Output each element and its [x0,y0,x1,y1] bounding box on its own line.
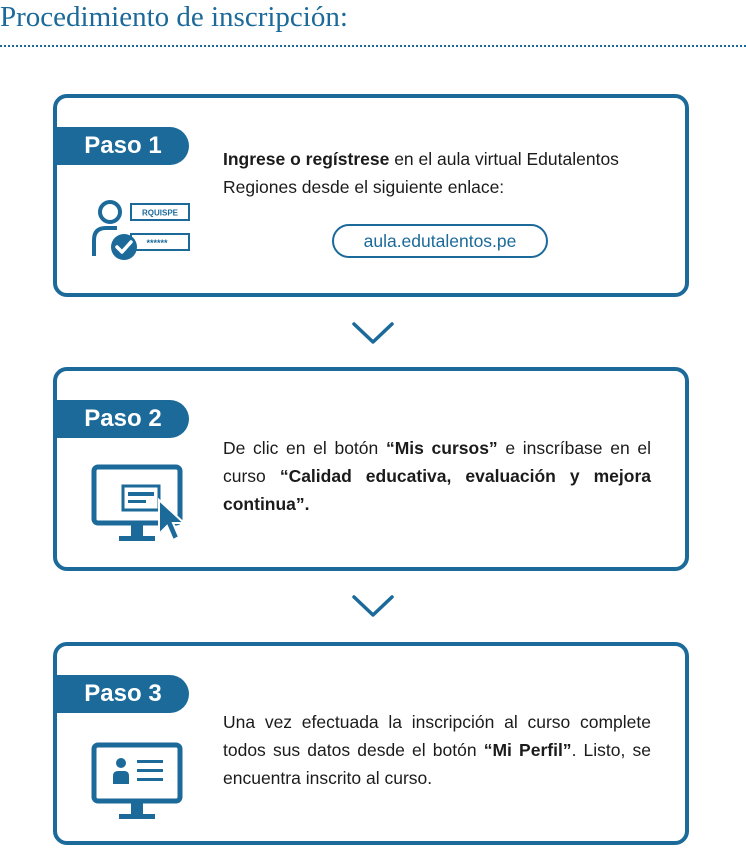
monitor-profile-icon [91,742,187,826]
dotted-divider [0,45,746,47]
step-tab-3: Paso 3 [53,675,189,713]
page-title: Procedimiento de inscripción: [0,1,348,33]
monitor-cursor-icon [91,464,191,548]
step-card-3 [53,642,689,845]
chevron-down-icon [351,320,395,346]
step-card-1 [53,94,689,297]
chevron-down-icon [351,593,395,619]
step-text-3: Una vez efectuada la inscripción al curso complete todos sus datos desde el botón “Mi Perfil”. Listo, se encuentra inscrito al curso. [223,712,651,788]
edutalentos-link[interactable]: aula.edutalentos.pe [332,224,548,258]
step-card-2 [53,367,689,571]
icon-username-text: RQUISPE [141,208,179,218]
step-text-2: De clic en el botón “Mis cursos” e inscríbase en el curso “Calidad educativa, evaluación y mejora continua”. [223,438,652,514]
step-tab-1: Paso 1 [53,127,189,165]
step-tab-2: Paso 2 [53,400,189,438]
step-text-1: Ingrese o regístrese en el aula virtual Edutalentos Regiones desde el siguiente enlace: [223,149,619,197]
icon-password-text: ****** [146,238,168,248]
user-login-icon [91,198,191,262]
